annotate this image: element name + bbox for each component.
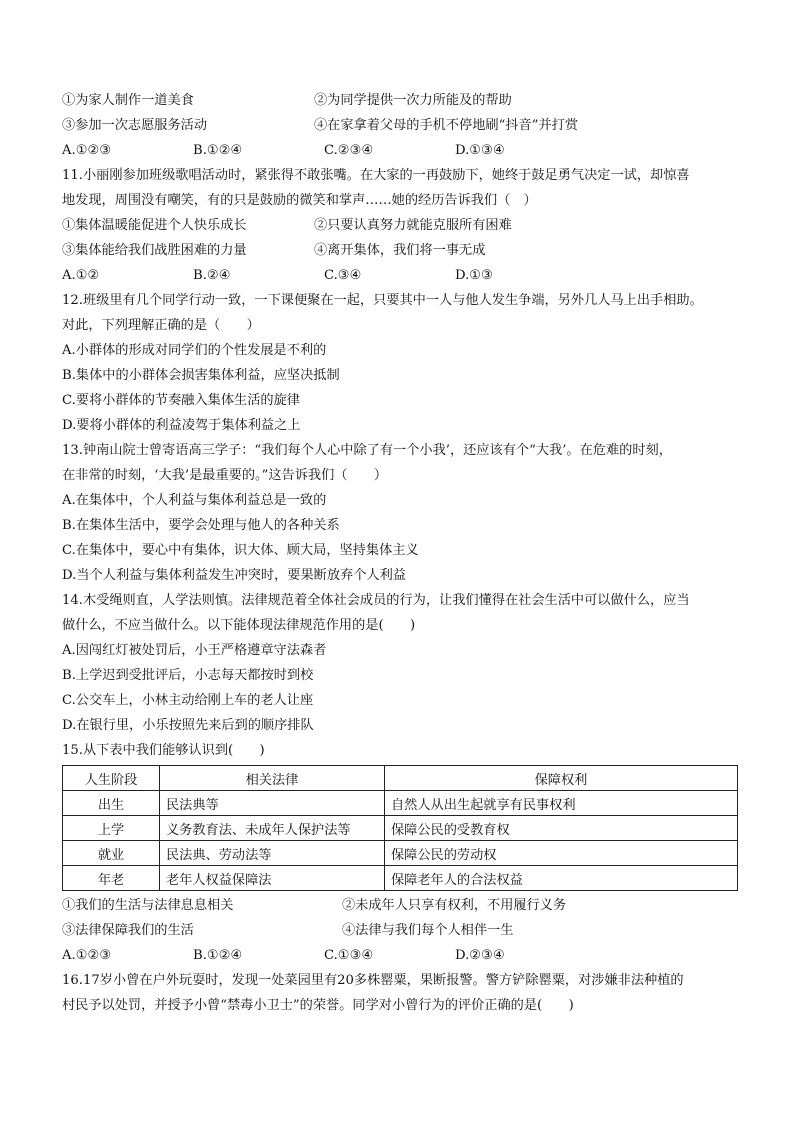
q10-options-row-2 [62,113,738,138]
q10-option-4: ④在家拿着父母的手机不停地刷“抖音”并打赏 [314,118,579,133]
q10-options-row-1 [62,88,738,113]
table-header-row [63,766,738,791]
q12-choice-c: C.要将小群体的节奏融入集体生活的旋律 [62,393,300,408]
table-header-law: 相关法律 [160,766,385,791]
table-cell: 老年人权益保障法 [160,866,385,891]
q10-option-2: ②为同学提供一次力所能及的帮助 [314,93,512,108]
q11-stem-line-1: 11.小丽刚参加班级歌唱活动时，紧张得不敢张嘴。在大家的一再鼓励下，她终于鼓足勇气决定一试，却惊喜 [62,168,690,183]
q14-choice-b: B.上学迟到受批评后，小志每天都按时到校 [62,668,314,683]
table-header-rights: 保障权利 [385,766,738,791]
q15-choice-c: C.①③④ [324,948,374,963]
q15-option-3: ③法律保障我们的生活 [62,923,194,938]
q12-stem-line-2: 对此，下列理解正确的是（ ） [62,318,260,333]
table-cell: 保障公民的劳动权 [385,841,738,866]
q14-choice-c: C.公交车上，小林主动给刚上车的老人让座 [62,693,314,708]
exam-page [62,88,738,1018]
table-cell: 上学 [63,816,160,841]
q15-choice-b: B.①②④ [193,948,243,963]
q11-choice-c: C.③④ [324,268,362,283]
q10-choice-c: C.②③④ [324,143,374,158]
q15-stem: 15.从下表中我们能够认识到( ) [62,743,265,758]
q11-choice-d: D.①③ [455,268,493,283]
q12-stem-line-1: 12.班级里有几个同学行动一致，一下课便聚在一起，只要其中一人与他人发生争端，另外几人马上出手相助。 [62,293,703,308]
q11-options-row-2 [62,238,738,263]
q15-table [62,765,738,891]
table-cell: 民法典等 [160,791,385,816]
q12-choice-b: B.集体中的小群体会损害集体利益，应坚决抵制 [62,368,340,383]
table-cell: 义务教育法、未成年人保护法等 [160,816,385,841]
q10-choices [62,138,738,163]
table-cell: 民法典、劳动法等 [160,841,385,866]
q11-stem-line-2: 地发现，周围没有嘲笑，有的只是鼓励的微笑和掌声……她的经历告诉我们（ ） [62,193,537,208]
table-cell: 就业 [63,841,160,866]
table-row [63,866,738,891]
q12-choice-a: A.小群体的形成对同学们的个性发展是不利的 [62,343,327,358]
q11-option-2: ②只要认真努力就能克服所有困难 [314,218,512,233]
table-header-stage: 人生阶段 [63,766,160,791]
table-cell: 保障老年人的合法权益 [385,866,738,891]
q11-choices [62,263,738,288]
q11-option-4: ④离开集体，我们将一事无成 [314,243,486,258]
q10-option-1: ①为家人制作一道美食 [62,93,194,108]
q11-choice-b: B.②④ [193,268,231,283]
q15-choice-a: A.①②③ [62,948,112,963]
q11-option-3: ③集体能给我们战胜困难的力量 [62,243,247,258]
q15-options-row-1 [62,893,738,918]
q15-choices [62,943,738,968]
q13-choice-a: A.在集体中，个人利益与集体利益总是一致的 [62,493,327,508]
q13-choice-c: C.在集体中，要心中有集体，识大体、顾大局，坚持集体主义 [62,543,419,558]
q15-option-2: ②未成年人只享有权利，不用履行义务 [342,898,567,913]
q10-choice-b: B.①②④ [193,143,243,158]
q11-option-1: ①集体温暖能促进个人快乐成长 [62,218,247,233]
q15-option-1: ①我们的生活与法律息息相关 [62,898,234,913]
q13-choice-b: B.在集体生活中，要学会处理与他人的各种关系 [62,518,340,533]
q15-choice-d: D.②③④ [455,948,505,963]
q10-choice-d: D.①③④ [455,143,505,158]
table-cell: 出生 [63,791,160,816]
q16-stem-line-1: 16.17岁小曾在户外玩耍时，发现一处菜园里有20多株罂粟，果断报警。警方铲除罂粟，对涉嫌非法种植的 [62,973,684,988]
q15-option-4: ④法律与我们每个人相伴一生 [342,923,514,938]
q13-choice-d: D.当个人利益与集体利益发生冲突时，要果断放弃个人利益 [62,568,406,583]
q15-options-row-2 [62,918,738,943]
table-row [63,791,738,816]
table-cell: 保障公民的受教育权 [385,816,738,841]
q11-options-row-1 [62,213,738,238]
q13-stem-line-2: 在非常的时刻，‘大我’是最重要的。”这告诉我们（ ） [62,468,388,483]
q13-stem-line-1: 13.钟南山院士曾寄语高三学子：“我们每个人心中除了有一个小我’，还应该有个“大我’。在危难的时刻， [62,443,672,458]
table-cell: 自然人从出生起就享有民事权利 [385,791,738,816]
q12-choice-d: D.要将小群体的利益凌驾于集体利益之上 [62,418,301,433]
q14-stem-line-2: 做什么，不应当做什么。以下能体现法律规范作用的是( ) [62,618,416,633]
q10-choice-a: A.①②③ [62,143,112,158]
q14-choice-d: D.在银行里，小乐按照先来后到的顺序排队 [62,718,314,733]
q11-choice-a: A.①② [62,268,100,283]
table-row [63,816,738,841]
q14-stem-line-1: 14.木受绳则直，人学法则慎。法律规范着全体社会成员的行为，让我们懂得在社会生活中可以做什么，应当 [62,593,690,608]
table-cell: 年老 [63,866,160,891]
q16-stem-line-2: 村民予以处罚，并授予小曾“禁毒小卫士”的荣誉。同学对小曾行为的评价正确的是( ) [62,998,574,1013]
q10-option-3: ③参加一次志愿服务活动 [62,118,208,133]
table-row [63,841,738,866]
q14-choice-a: A.因闯红灯被处罚后，小王严格遵章守法森者 [62,643,327,658]
